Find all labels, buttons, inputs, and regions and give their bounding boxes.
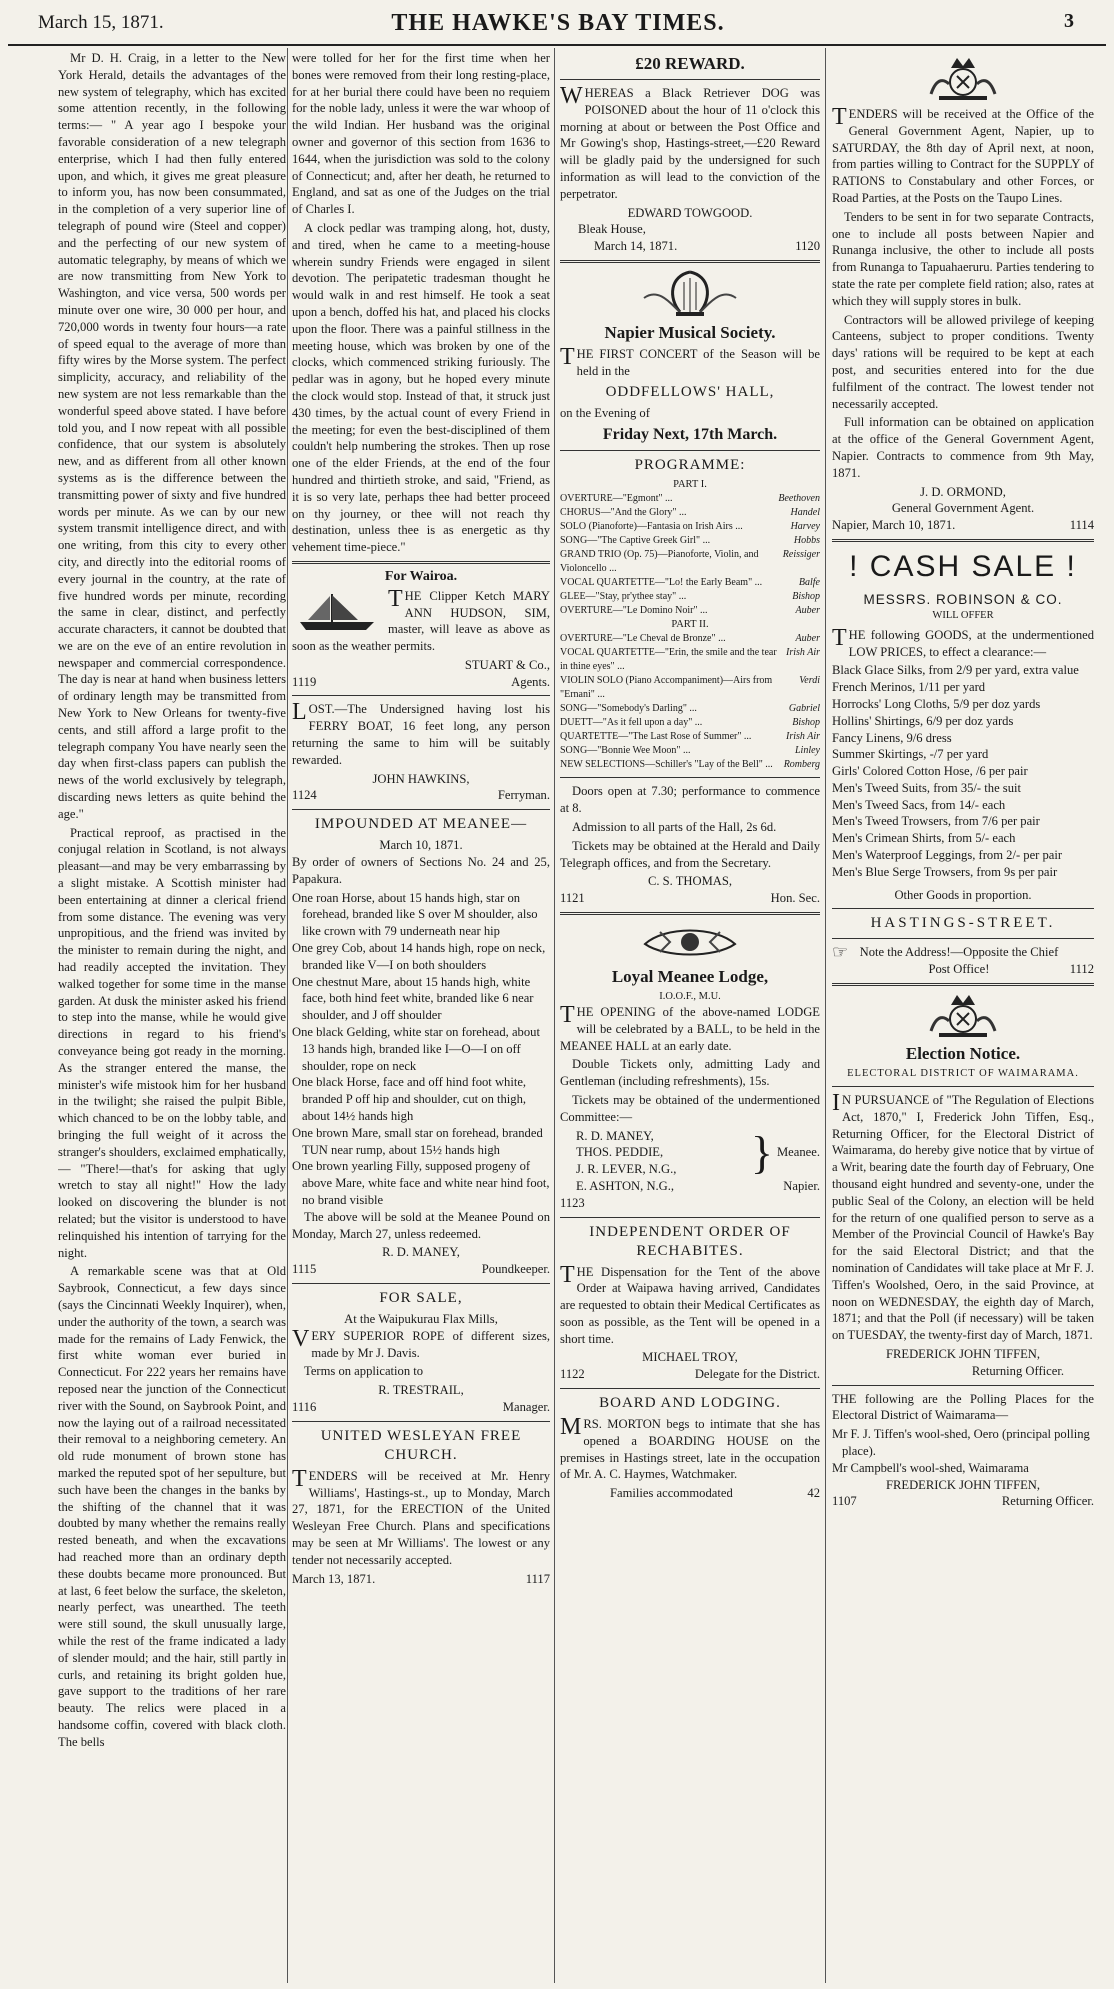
ad-paragraph: Full information can be obtained on application at the office of the General Government Agent, Napier. Contracts to commence from 9th May, 1871. [832,415,1094,480]
ad-body: WHEREAS a Black Retriever DOG was POISONED about the hour of 11 o'clock this morning at about or between the Post Office and Mr Gowing's shop, Hastings-street,—£20 Reward will be gladly paid by the undersigned for such information as will lead to the conviction of the perpetrator. [560,83,820,201]
ad-district: ELECTORAL DISTRICT OF WAIMARAMA. [847,1068,1079,1080]
ad-reward [560,53,820,255]
ad-venue: ODDFELLOWS' HALL, [605,383,775,400]
programme-item [560,576,820,590]
ad-committee-intro: Tickets may be obtained of the undermentioned Committee:— [560,1092,820,1124]
committee-member: THOS. PEDDIE, [576,1145,664,1160]
column-divider [825,48,826,1983]
masthead [38,8,1078,46]
programme-item [560,604,820,618]
divider [560,777,820,778]
ad-number: 1112 [1069,962,1094,977]
impounded-item: One black Horse, face and off hind foot white, branded P off hip and shoulder, cut on thigh, about 14½ hands high [292,1075,527,1124]
programme-piece: CHORUS—"And the Glory" ... [560,507,687,519]
issue-date: March 15, 1871. [38,12,164,33]
sale-item: Girls' Colored Cotton Hose, /6 per pair [832,764,1028,779]
ad-role: Manager. [502,1399,550,1414]
programme-item [560,716,820,730]
ad-number: 1107 [832,1494,857,1509]
ad-street: HASTINGS-STREET. [870,915,1056,932]
sale-item: Men's Tweed Suits, from 35/- the suit [832,780,1021,795]
impounded-item: One roan Horse, about 15 hands high, star on forehead, branded like S over M shoulder, also like crown with 79 underneath near hip [292,890,538,939]
programme-item [560,646,820,674]
ad-polling-intro: THE following are the Polling Places for the Electoral District of Waimarama— [832,1391,1094,1423]
committee-member: R. D. MANEY, [576,1128,654,1143]
divider [832,1086,1094,1087]
article-scottish-minister: Practical reproof, as practised in the conjugal relation in Scotland, is not always pleasant—and may be very embarrassing by a slight mistake. A Scottish minister had been entertaining at dinner a clerical friend from some distance. The evening was very unpropitious, and the friend was invited by the minister to remain during the night, and had readily accepted the invitation. They walked together for some time in the manse garden. At dusk the minister asked his friend to step into the manse, while he would give directions in regard to his friend's conveyance being got ready in the morning. As the stranger entered the manse, the minister's wife mistook him for her husband in the twilight; she raised the pulpit Bible, which chanced to be on the lobby table, and bringing the full weight of it across the stranger's shoulders, exclaimed emphatically,— "There!—that's for asking that ugly wretch to stay all night!" How the lady looked on discovering the blunder is not related; but the visitor is understood to have relinquished his intention of tarrying for the night. [58,825,286,1260]
divider [292,695,550,696]
programme-item [560,506,820,520]
ad-lodge [560,966,820,1212]
programme-item [560,590,820,604]
ad-date: March 13, 1871. [292,1571,376,1586]
column-divider [554,48,555,1983]
ad-sale-note: The above will be sold at the Meanee Pound on Monday, March 27, unless redeemed. [292,1209,550,1241]
programme-composer: Romberg [783,759,820,771]
ad-heading: BOARD AND LODGING. [599,1395,781,1412]
ad-firm: MESSRS. ROBINSON & CO. [863,591,1063,607]
ad-number: 1119 [292,674,317,689]
ad-number: 1117 [525,1571,550,1586]
ad-heading: Loyal Meanee Lodge, [611,966,769,986]
ad-musical-society [560,322,820,907]
divider [832,908,1094,909]
ad-signer: MICHAEL TROY, [642,1350,738,1365]
ad-heading: INDEPENDENT ORDER OF RECHABITES. [589,1223,791,1259]
ad-signer: JOHN HAWKINS, [372,771,470,786]
divider [292,809,550,810]
ad-other-goods: Other Goods in proportion. [894,887,1032,902]
programme-piece: QUARTETTE—"The Last Rose of Summer" ... [560,731,752,743]
programme-item [560,702,820,716]
ad-intro: THE following GOODS, at the undermentioned LOW PRICES, to effect a clearance:— [832,624,1094,659]
ad-body: TENDERS will be received at Mr. Henry Williams', Hastings-st., up to Monday, March 27, 1871, for the ERECTION of the United Wesleyan Free Church. Plans and specifications may be seen at Mr Williams'. The lowest or any tender not necessarily accepted. [292,1465,550,1567]
ad-role: Hon. Sec. [770,891,820,906]
programme-piece: VIOLIN SOLO (Piano Accompaniment)—Airs from "Ernani" ... [560,675,773,701]
ad-for-sale [292,1289,550,1416]
divider [560,912,820,915]
ad-rechabites [560,1223,820,1384]
masthead-rule [8,44,1106,46]
ad-role: Ferryman. [497,788,550,803]
polling-place: Mr F. J. Tiffen's wool-shed, Oero (principal polling place). [832,1427,1090,1458]
committee-list [560,1128,820,1178]
programme-piece: SONG—"Bonnie Wee Moon" ... [560,745,691,757]
programme-piece: SONG—"The Captive Greek Girl" ... [560,535,711,547]
ad-body: IN PURSUANCE of "The Regulation of Elections Act, 1870," I, Frederick John Tiffen, Esq., Returning Officer, for the Electoral District of Waimarama, do hereby give notice that by virtue of a Writ, bearing date the fourth day of February, One thousand eight hundred and seventy-one, under the public Seal of the Colony, an election will be held for the return of one qualified person to serve as a Member of the Provincial Council of Hawke's Bay for the said Electoral District; and that the nomination of Candidates will take place at Mr F. J. Tiffen's Woolshed, Oero, in the said Province, at noon on WEDNESDAY, the eighth day of March, 1871; and that the Poll (if necessary) will be taken on TUESDAY, the twenty-first day of March, 1871. [832,1090,1094,1343]
ad-tenders [832,106,1094,534]
ad-doors: Doors open at 7.30; performance to commence at 8. [560,784,820,816]
ad-intro: THE FIRST CONCERT of the Season will be held in the [560,343,820,378]
sale-item: Men's Tweed Trowsers, from 7/6 per pair [832,814,1040,829]
column-1 [58,50,286,1983]
ad-role: Poundkeeper. [481,1262,550,1277]
article-telegraph: Mr D. H. Craig, in a letter to the New York Herald, details the advantages of the new system of telegraphy, which has excited some attention recently, in the following terms:— " A year ago I bespoke your favorable consideration of a new telegraph enterprise, which I had then fully entered upon, and which, it gives me great pleasure to inform you, has now been consummated, in the completion of a very superior line of telegraph of pound wire (Steel and copper) and the perfecting of our new system of automatic telegraphy, by means of which we are now transmitting from New York to Washington, and vice versa, 500 words per minute over one wire, 30 000 per hour, and 720,000 words in twenty four hours—a rate of speed equal to the average of more than fifty wires by the Morse system. The perfect simplicity, accuracy, and reliability of the new system are not less remarkable than the wonderful speed above stated. I have before told you, and I now repeat with all possible confidence, that our system is absolutely new, and as different from all other known systems as is the difference between the transmitting power of sixty and five hundred words per minute. As we can by our new system transmit intelligence direct, and with one writing, from this city to every other city, and directly into the editorial rooms of every journal in the country, at the rate of five hundred words per minute, recording the same in clear, distinct, and perfectly accurate characters, it cannot be doubted that we are on the eve of an entire revolution in newspaper and commercial correspondence. The day is near at hand when business letters of ordinary length may be transmitted from New York to New Orleans for twenty-five cents, and still afford a large profit to the telegraph company You have nearly seen the day when first-class papers can publish the news of the world exclusively by telegraph, discarding news letters as quite behind the age." [58,51,286,821]
programme-item [560,492,820,506]
ad-body: THE Clipper Ketch MARY ANN HUDSON, SIM, master, will leave as above as soon as the weather permits. [292,585,550,654]
polling-place: Mr Campbell's wool-shed, Waimarama [832,1460,1029,1475]
ad-lost [292,701,550,804]
divider [292,561,550,564]
programme-piece: VOCAL QUARTETTE—"Lo! the Early Beam" ... [560,577,763,589]
ad-date: Friday Next, 17th March. [602,426,778,444]
sale-item: Fancy Linens, 9/6 dress [832,730,952,745]
divider [560,260,820,263]
programme-item [560,534,820,548]
programme-part: PART I. [673,479,707,491]
ad-election [832,1043,1094,1510]
article-lady-fenwick-cont: were tolled for her for the first time when her bones were removed from their long resting-place, for at her burial there could have been no requiem for the noble lady, unless it were the war whoop of the wild Indian. Her husband was the original owner and governor of this section from 1636 to 1644, when the jurisdiction was sold to the colony of Connecticut; and, after her death, he returned to England, and sat as one of the Judges on the trial of Charles I. [292,51,550,217]
programme-composer: Auber [795,605,820,617]
article-lady-fenwick: A remarkable scene was that at Old Saybrook, Connecticut, a few days since (says the Cincinnati Weekly Inquirer), when, under the authority of the town, a search was made for the remains of Lady Fenwick, the first white woman ever buried in Connecticut. For 222 years her remains have reposed near the junction of the Connecticut river with the Sound, on Saybrook Point, and now the laying out of a railroad necessitated their removal to a neighboring cemetery. An old rude monument of brown stone has marked the reputed spot of her sepulture, but such have been the changes in the banks by the shifting of the channel that it was doubted by many whether the remains really rested beneath, and when the excavations had reached more than an ordinary depth these doubts became more pronounced. But at last, 6 feet below the surface, the skeleton, nearly perfect, was unearthed. The teeth were still sound, the skull unusually large, while the rest of the frame indicated a lady of slender mould; and the hair, still partly in curls, and retaining its bright golden hue, gave support to the traditions of her rare beauty. The relics were placed in a handsome coffin, covered with black cloth. The bells [58,1264,286,1749]
sale-item: Black Glace Silks, from 2/9 per yard, extra value [832,663,1079,678]
impounded-item: One grey Cob, about 14 hands high, rope on neck, branded like V—I on both shoulders [292,941,546,972]
ad-order: By order of owners of Sections No. 24 and 25, Papakura. [292,855,550,886]
ad-heading: £20 REWARD. [635,54,745,73]
ad-number: 42 [807,1486,820,1501]
ad-role: Returning Officer. [971,1363,1064,1378]
ad-signer: J. D. ORMOND, [920,484,1006,499]
divider [832,1385,1094,1386]
programme-item [560,744,820,758]
programme-composer: Beethoven [778,493,820,505]
ad-role: Delegate for the District. [694,1367,820,1382]
divider [292,1421,550,1422]
ad-impounded [292,815,550,1278]
ad-signer: FREDERICK JOHN TIFFEN, [885,1477,1041,1492]
ad-paragraph: Tenders to be sent in for two separate Contracts, one to include all posts between Napier and Runanga inclusive, the other to include all posts from Runanga to Tapuahaeruru. Parties tendering to state the rate per complete field ration; also, rates at which they will supply stores in bulk. [832,209,1094,308]
ad-signer: R. D. MANEY, [382,1245,460,1260]
programme-piece: NEW SELECTIONS—Schiller's "Lay of the Bell" ... [560,759,773,771]
ad-signer: FREDERICK JOHN TIFFEN, [885,1347,1041,1362]
ad-date: March 14, 1871. [594,239,678,254]
divider [560,1217,820,1218]
programme-composer: Harvey [790,521,820,533]
committee-member: E. ASHTON, N.G., [576,1178,675,1193]
programme-piece: OVERTURE—"Le Cheval de Bronze" ... [560,633,726,645]
ad-body: LOST.—The Undersigned having lost his FERRY BOAT, 16 feet long, any person returning the same to him will be suitably rewarded. [292,699,550,767]
sale-item: Men's Blue Serge Trowsers, from 9s per pair [832,864,1058,879]
lodge-emblem-icon [635,920,745,962]
ad-body: THE Dispensation for the Tent of the above Order at Waipawa having arrived, Candidates are requested to obtain their Medical Certificates as soon as possible, as the Tent will be opened in a short time. [560,1261,820,1346]
divider [832,539,1094,542]
programme-heading: PROGRAMME: [634,457,746,474]
programme-composer: Hobbs [793,535,820,547]
column-2 [292,50,550,1983]
programme-item [560,730,820,744]
ad-heading: ! CASH SALE ! [849,549,1077,583]
ad-heading: IMPOUNDED AT MEANEE— [314,816,528,833]
ad-tickets: Double Tickets only, admitting Lady and Gentleman (including refreshments), 15s. [560,1057,820,1089]
page-number: 3 [1064,10,1074,32]
sale-item: Men's Crimean Shirts, from 5/- each [832,831,1016,846]
committee-location: Napier. [783,1178,820,1193]
ad-number: 1115 [292,1262,317,1277]
ad-subheading: At the Waipukurau Flax Mills, [344,1311,498,1326]
programme-piece: DUETT—"As it fell upon a day" ... [560,717,703,729]
impounded-item: One black Gelding, white star on forehead, about 13 hands high, branded like I—O—I on off shoulder, rope on neck [292,1025,540,1073]
newspaper-title: THE HAWKE'S BAY TIMES. [391,10,725,36]
pointing-hand-icon: ☞ [832,942,849,963]
ship-icon [292,590,382,632]
impounded-item: One brown Mare, small star on forehead, branded TUN near rump, about 15½ hands high [292,1125,543,1157]
ad-board-lodging [560,1394,820,1502]
ad-signer: R. TRESTRAIL, [378,1383,464,1398]
programme-composer: Bishop [792,591,820,603]
ad-number: 1120 [795,239,820,254]
programme-composer: Reissiger [782,549,820,561]
committee-member: J. R. LEVER, N.G., [576,1162,677,1177]
ad-note: Note the Address!—Opposite the Chief Post Office! [859,945,1059,977]
sale-item: French Merinos, 1/11 per yard [832,680,986,695]
ad-admission: Admission to all parts of the Hall, 2s 6d. [572,819,777,834]
ad-number: 1123 [560,1195,585,1210]
ad-number: 1116 [292,1399,317,1414]
ad-body: TENDERS will be received at the Office of the General Government Agent, Napier, up to SATURDAY, the 8th day of April next, at noon, from parties willing to Contract for the SUPPLY of RATIONS to Constabulary and other Forces, or Road Parties, at the Posts on the Taupo Lines. [832,104,1094,205]
brace-icon: } [750,1126,773,1178]
ad-number: 1122 [560,1367,585,1382]
programme-part: PART II. [671,619,709,631]
programme-composer: Auber [795,633,820,645]
ad-wairoa [292,569,550,691]
programme-composer: Linley [795,745,820,757]
programme-item [560,520,820,534]
divider [560,1388,820,1389]
programme-piece: VOCAL QUARTETTE—"Erin, the smile and the tear in thine eyes" ... [560,647,777,673]
ad-heading: Napier Musical Society. [604,322,776,342]
divider [560,450,820,451]
sale-item: Men's Waterproof Leggings, from 2/- per pair [832,848,1063,863]
ad-role: Agents. [511,674,550,689]
programme-piece: SONG—"Somebody's Darling" ... [560,703,697,715]
ad-offer: WILL OFFER [932,609,994,621]
programme-item [560,548,820,576]
programme-piece: OVERTURE—"Egmont" ... [560,493,673,505]
impounded-item: One brown yearling Filly, supposed progeny of above Mare, white face and white near hind foot, no brand visible [292,1159,550,1207]
programme-piece: SOLO (Pianoforte)—Fantasia on Irish Airs ... [560,521,743,533]
royal-crest-icon [923,54,1003,102]
programme-piece: GRAND TRIO (Op. 75)—Pianoforte, Violin, and Violoncello ... [560,549,759,575]
ad-heading: Election Notice. [905,1044,1021,1064]
ad-body: VERY SUPERIOR ROPE of different sizes, made by Mr J. Davis. [292,1325,550,1360]
programme-item [560,674,820,702]
ad-number: 1124 [292,788,317,803]
programme-item [560,758,820,772]
ad-date: March 10, 1871. [379,838,463,853]
ad-heading: For Wairoa. [384,568,458,584]
programme-piece: GLEE—"Stay, pr'ythee stay" ... [560,591,687,603]
ad-subheading: I.O.O.F., M.U. [659,990,721,1002]
sale-item: Hollins' Shirtings, 6/9 per doz yards [832,713,1014,728]
sale-item: Horrocks' Long Cloths, 5/9 per doz yards [832,696,1041,711]
programme-composer: Balfe [798,577,820,589]
ad-place: Napier, March 10, 1871. [832,518,956,533]
ad-role: General Government Agent. [891,501,1035,516]
article-clock-pedlar: A clock pedlar was tramping along, hot, dusty, and tired, when he came to a meeting-house wherein sundry Friends were engaged in silent devotion. The peripatetic tradesman thought he would walk in and rest himself. He took a seat upon a bench, doffed his hat, and placed his clocks upon the floor. There was a painful stillness in the meeting house, which was broken by one of the clocks, which commenced striking furiously. The pedlar was in agony, but he hoped every minute the clock would stop. Instead of that, it struck just 430 times, by the actual count of every Friend in the meeting; for even the best-disciplined of them couldn't help numbering the strokes. Then up rose one of the elder Friends, at the end of the four hundred and thirtieth stroke, and said, "Friend, as it is so very late, perhaps thee had better proceed on thy journey, or thee will not reach thy destination, unless thee is as energetic as thy vehement time-piece." [292,220,550,555]
ad-paragraph: Contractors will be allowed privilege of keeping Canteens, subject to proper conditions. Twenty days' rations will be required to be kept at each post, and securities entered into for the due fulfilment of the contract. The lowest tender not necessarily accepted. [832,312,1094,411]
ad-body: THE OPENING of the above-named LODGE will be celebrated by a BALL, to be held in the MEANEE HALL at an early date. [560,1001,820,1053]
committee-location: Meanee. [776,1145,820,1160]
ad-body: MRS. MORTON begs to intimate that she has opened a BOARDING HOUSE on the premises in Hastings street, late in the occupation of Mr. A. C. Haymes, Watchmaker. [560,1414,820,1482]
ad-tickets: Tickets may be obtained at the Herald and Daily Telegraph offices, and from the Secretary. [560,838,820,870]
programme-composer: Verdi [799,675,820,687]
royal-crest-icon [923,991,1003,1039]
column-4 [832,50,1094,1983]
ad-terms: Terms on application to [304,1364,424,1379]
programme-composer: Gabriel [788,703,820,715]
ad-footer: Families accommodated [610,1486,733,1501]
ad-evening: on the Evening of [560,405,650,420]
ad-role: Returning Officer. [1001,1494,1094,1509]
ad-number: 1121 [560,891,585,906]
sale-item: Men's Tweed Sacs, from 14/- each [832,797,1006,812]
column-divider [287,48,288,1983]
programme-composer: Bishop [792,717,820,729]
programme-composer: Irish Air [786,647,820,659]
ad-signer: EDWARD TOWGOOD. [627,205,753,220]
ad-heading: UNITED WESLEYAN FREE CHURCH. [320,1427,522,1463]
ad-wesleyan [292,1427,550,1588]
sale-item: Summer Skirtings, -/7 per yard [832,747,989,762]
lyre-ornament-icon [630,268,750,318]
programme-piece: OVERTURE—"Le Domino Noir" ... [560,605,708,617]
ad-signer: STUART & Co., [464,657,550,672]
ad-heading: FOR SALE, [379,1289,463,1306]
divider [560,79,820,80]
ad-number: 1114 [1069,518,1094,533]
divider [832,983,1094,986]
ad-place: Bleak House, [578,222,646,237]
column-3 [560,50,820,1983]
ad-signer: C. S. THOMAS, [647,874,733,889]
programme-composer: Handel [790,507,820,519]
impounded-item: One chestnut Mare, about 15 hands high, white face, both hind feet white, branded like 6 near shoulder, and J off shoulder [292,974,534,1023]
programme-item [560,632,820,646]
programme-composer: Irish Air [786,731,820,743]
ad-cash-sale [832,550,1094,978]
divider [832,938,1094,939]
divider [292,1283,550,1284]
